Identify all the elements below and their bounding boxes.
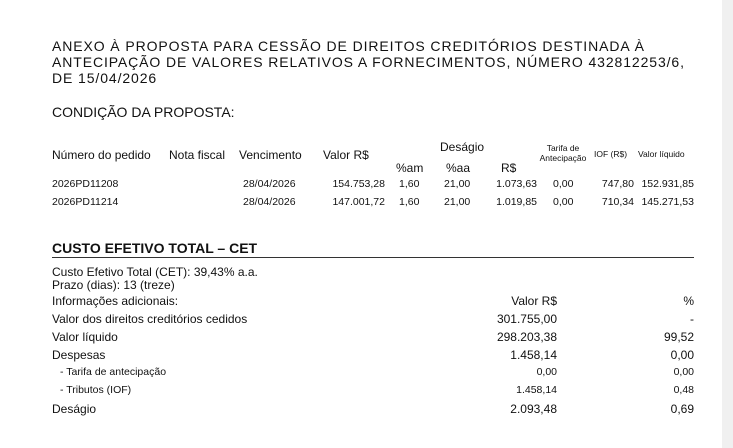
header-vencimento: Vencimento bbox=[239, 148, 302, 162]
row2-valor: 147.001,72 bbox=[332, 196, 385, 208]
row2-vencimento: 28/04/2026 bbox=[243, 196, 296, 208]
cet-row-value: 298.203,38 bbox=[496, 330, 557, 344]
cet-row-value: 1.458,14 bbox=[516, 384, 557, 396]
row2-rs: 1.019,85 bbox=[496, 196, 537, 208]
cet-row-pct: - bbox=[690, 312, 694, 326]
header-desagio: Deságio bbox=[440, 140, 485, 154]
row1-vencimento: 28/04/2026 bbox=[243, 178, 296, 190]
header-nota: Nota fiscal bbox=[169, 148, 226, 162]
row2-liquido: 145.271,53 bbox=[641, 196, 694, 208]
cet-row-label: Valor líquido bbox=[52, 330, 118, 344]
row1-am: 1,60 bbox=[399, 178, 420, 190]
cet-row-pct: 0,00 bbox=[673, 366, 694, 378]
header-am: %am bbox=[396, 161, 424, 175]
cet-divider bbox=[52, 257, 694, 258]
header-aa: %aa bbox=[446, 161, 471, 175]
cet-row-label: Deságio bbox=[52, 402, 97, 416]
row2-aa: 21,00 bbox=[444, 196, 471, 208]
cet-row-pct: 0,48 bbox=[673, 384, 694, 396]
header-rs: R$ bbox=[501, 161, 517, 175]
row1-aa: 21,00 bbox=[444, 178, 471, 190]
cet-row-value: Valor R$ bbox=[511, 294, 557, 308]
row2-am: 1,60 bbox=[399, 196, 420, 208]
header-valor: Valor R$ bbox=[323, 148, 369, 162]
cet-row-pct: 0,00 bbox=[670, 348, 694, 362]
row2-pedido: 2026PD11214 bbox=[52, 196, 119, 208]
cet-title: CUSTO EFETIVO TOTAL – CET bbox=[52, 240, 258, 256]
cet-term: Prazo (dias): 13 (treze) bbox=[52, 278, 175, 292]
row1-iof: 747,80 bbox=[601, 178, 634, 190]
row2-tarifa: 0,00 bbox=[553, 196, 574, 208]
document-title: ANEXO À PROPOSTA PARA CESSÃO DE DIREITOS CREDITÓRIOS DESTINADA À ANTECIPAÇÃO DE VALORES RELATIVOS A FORNECIMENTOS, NÚMERO 432812253/6, DE 15/04/2026 bbox=[52, 38, 685, 86]
cet-row-label: Informações adicionais: bbox=[52, 294, 179, 308]
row1-liquido: 152.931,85 bbox=[641, 178, 694, 190]
header-iof: IOF (R$) bbox=[594, 149, 628, 159]
cet-row-value: 1.458,14 bbox=[510, 348, 557, 362]
cet-row-pct: % bbox=[683, 294, 694, 308]
row1-valor: 154.753,28 bbox=[332, 178, 385, 190]
row1-rs: 1.073,63 bbox=[496, 178, 537, 190]
row1-pedido: 2026PD11208 bbox=[52, 178, 119, 190]
cet-row-label: Despesas bbox=[52, 348, 106, 362]
row1-tarifa: 0,00 bbox=[553, 178, 574, 190]
cet-row-value: 2.093,48 bbox=[510, 402, 557, 416]
header-tarifa-line2: Antecipação bbox=[539, 153, 587, 163]
cet-row-label: - Tarifa de antecipação bbox=[60, 366, 167, 378]
header-tarifa bbox=[534, 143, 592, 163]
header-liquido: Valor líquido bbox=[638, 149, 685, 159]
cet-row-label: Valor dos direitos creditórios cedidos bbox=[52, 312, 248, 326]
cet-rate: Custo Efetivo Total (CET): 39,43% a.a. bbox=[52, 265, 258, 279]
header-pedido: Número do pedido bbox=[52, 148, 151, 162]
cet-row-value: 301.755,00 bbox=[496, 312, 557, 326]
condition-heading: CONDIÇÃO DA PROPOSTA: bbox=[52, 104, 235, 120]
row2-iof: 710,34 bbox=[601, 196, 634, 208]
cet-row-label: - Tributos (IOF) bbox=[60, 384, 132, 396]
cet-row-pct: 99,52 bbox=[663, 330, 694, 344]
header-tarifa-line1: Tarifa de bbox=[546, 143, 580, 153]
cet-row-value: 0,00 bbox=[536, 366, 557, 378]
cet-row-pct: 0,69 bbox=[670, 402, 694, 416]
